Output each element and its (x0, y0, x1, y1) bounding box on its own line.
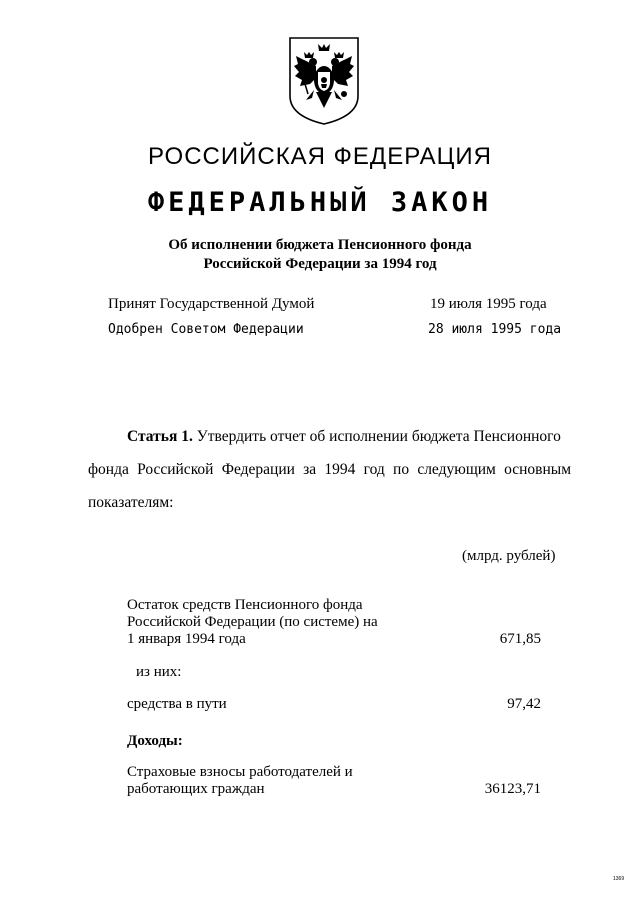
row-value: 97,42 (507, 696, 541, 712)
table-row-in-transit (127, 696, 547, 713)
article-text: Утвердить отчет об исполнении бюджета Пенсионного (196, 428, 561, 445)
document-type: ФЕДЕРАЛЬНЫЙ ЗАКОН (147, 187, 493, 218)
adoption-date: 19 июля 1995 года (430, 296, 547, 312)
row-label: из них: (136, 664, 182, 680)
adoption-date: 28 июля 1995 года (428, 322, 562, 337)
article-heading: Статья 1. (127, 428, 193, 445)
table-row-of-which (136, 664, 556, 681)
country-name: РОССИЙСКАЯ ФЕДЕРАЦИЯ (148, 143, 492, 170)
row-value: 36123,71 (484, 781, 541, 797)
row-label: 1 января 1994 года (127, 631, 246, 647)
table-row-insurance (127, 764, 547, 798)
table-row-balance (127, 597, 547, 648)
adoption-label: Одобрен Советом Федерации (108, 322, 304, 337)
row-label: Страховые взносы работодателей и (127, 764, 353, 780)
adoption-duma (108, 296, 547, 313)
row-label: работающих граждан (127, 781, 265, 797)
article-1 (88, 420, 571, 519)
law-title-line: Российской Федерации за 1994 год (203, 256, 437, 272)
law-title-line: Об исполнении бюджета Пенсионного фонда (168, 237, 472, 253)
adoption-council (108, 322, 562, 337)
units-label: (млрд. рублей) (462, 548, 556, 564)
coat-of-arms-icon (286, 34, 362, 126)
row-value: 671,85 (499, 631, 541, 647)
law-title (0, 236, 640, 274)
page-number: 1369 (613, 876, 625, 882)
row-label: средства в пути (127, 696, 227, 712)
income-heading: Доходы: (127, 733, 183, 749)
row-label: Остаток средств Пенсионного фонда (127, 597, 363, 613)
article-text-continued: фонда Российской Федерации за 1994 год по следующим основным показателям: (88, 461, 571, 511)
adoption-label: Принят Государственной Думой (108, 296, 315, 312)
row-label: Российской Федерации (по системе) на (127, 614, 378, 630)
